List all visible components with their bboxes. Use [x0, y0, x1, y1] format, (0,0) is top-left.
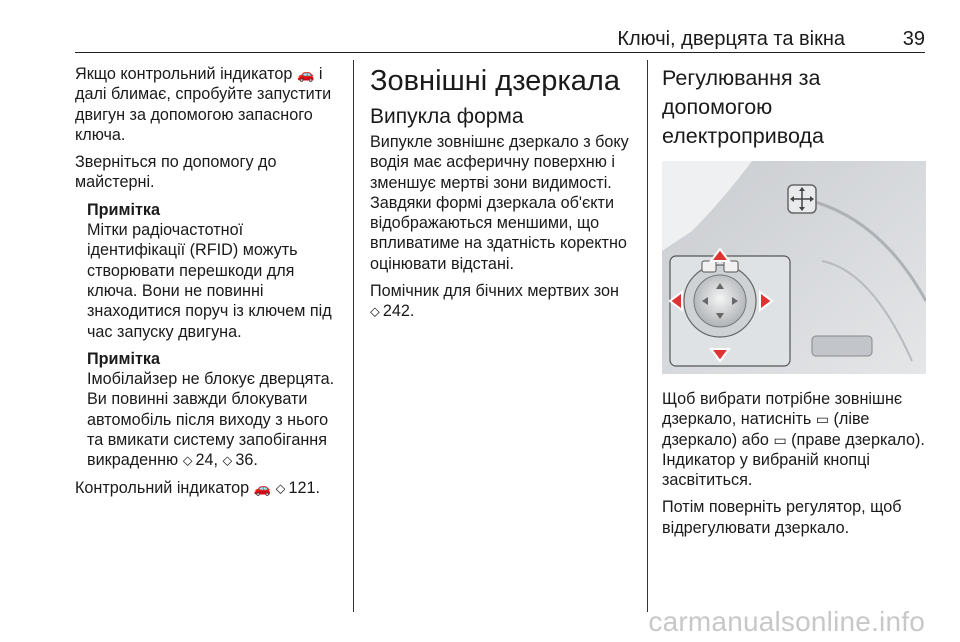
- page-header: [75, 26, 925, 53]
- mirror-control-illustration: [662, 161, 926, 374]
- mirror-adjust-indicator: [788, 185, 816, 213]
- note-title: Примітка: [87, 349, 160, 368]
- paragraph-text: Якщо контрольний індикатор: [75, 65, 293, 83]
- reference-arrow-icon: ⬦: [222, 452, 233, 469]
- immobiliser-icon: 🚗: [296, 66, 315, 82]
- left-mirror-icon: ▭: [815, 411, 830, 428]
- note-title: Примітка: [87, 200, 160, 219]
- watermark: carmanualsonline.info: [648, 606, 925, 637]
- note-body: [87, 369, 345, 470]
- page-number: 39: [902, 28, 925, 50]
- right-mirror-icon: ▭: [773, 431, 787, 448]
- subsection-heading: Випукла форма: [370, 105, 524, 128]
- page-reference[interactable]: 242.: [382, 302, 415, 321]
- paragraph-text: Помічник для бічних мертвих зон: [370, 282, 619, 301]
- reference-arrow-icon: ⬦: [182, 452, 193, 469]
- paragraph-text: (ліве дзеркало) або: [662, 410, 870, 449]
- note-block: [87, 200, 345, 471]
- column-divider: [353, 60, 354, 612]
- immobiliser-icon: 🚗: [253, 479, 272, 496]
- paragraph: [75, 478, 345, 498]
- mirror-control-drawing: [662, 161, 926, 374]
- reference-arrow-icon: ⬦: [370, 303, 380, 320]
- paragraph-text: (праве дзеркало). Індикатор у вибраній кнопці засвітиться.: [662, 430, 925, 490]
- note-body: Мітки радіочастотної ідентифікації (RFID) можуть створювати перешкоди для ключа. Вони не повинні знаходитися поруч із ключем під час запуску двигуна.: [87, 221, 332, 341]
- column-divider: [647, 60, 648, 612]
- page-header-title: Ключі, дверцята та вікна: [617, 28, 845, 50]
- section-heading: Зовнішні дзеркала: [370, 65, 620, 97]
- paragraph-text: Щоб вибрати потрібне зовнішнє дзеркало, натисніть: [662, 390, 903, 429]
- page-reference[interactable]: 24,: [195, 451, 219, 470]
- paragraph-text: Контрольний індикатор: [75, 478, 250, 497]
- section-heading: Регулювання за допомогою електропривода: [662, 66, 824, 148]
- paragraph: [662, 389, 930, 490]
- paragraph: [370, 281, 632, 322]
- page-reference[interactable]: 36.: [235, 451, 258, 470]
- column-right: [662, 64, 930, 545]
- paragraph: Потім поверніть регулятор, щоб відрегулювати дзеркало.: [662, 498, 902, 537]
- column-middle: [370, 64, 632, 329]
- column-left: [75, 64, 345, 505]
- paragraph: Випукле зовнішнє дзеркало з боку водія має асферичну поверхню і зменшує мертві зони видимості. Завдяки формі дзеркала об'єкти відображаються меншими, що впливатиме на здатність коректно оцінювати відстані.: [370, 133, 629, 273]
- note-text: Імобілайзер не блокує дверцята. Ви повинні завжди блокувати автомобіль після виходу з нього та вмикати систему запобігання викраденню: [87, 370, 335, 470]
- page-reference[interactable]: 121.: [288, 478, 320, 497]
- reference-arrow-icon: ⬦: [275, 479, 286, 496]
- paragraph-text: і далі блимає, спробуйте запустити двигун за допомогою запасного ключа.: [75, 65, 332, 144]
- paragraph: [75, 64, 345, 145]
- paragraph: Зверніться по допомогу до майстерні.: [75, 153, 277, 192]
